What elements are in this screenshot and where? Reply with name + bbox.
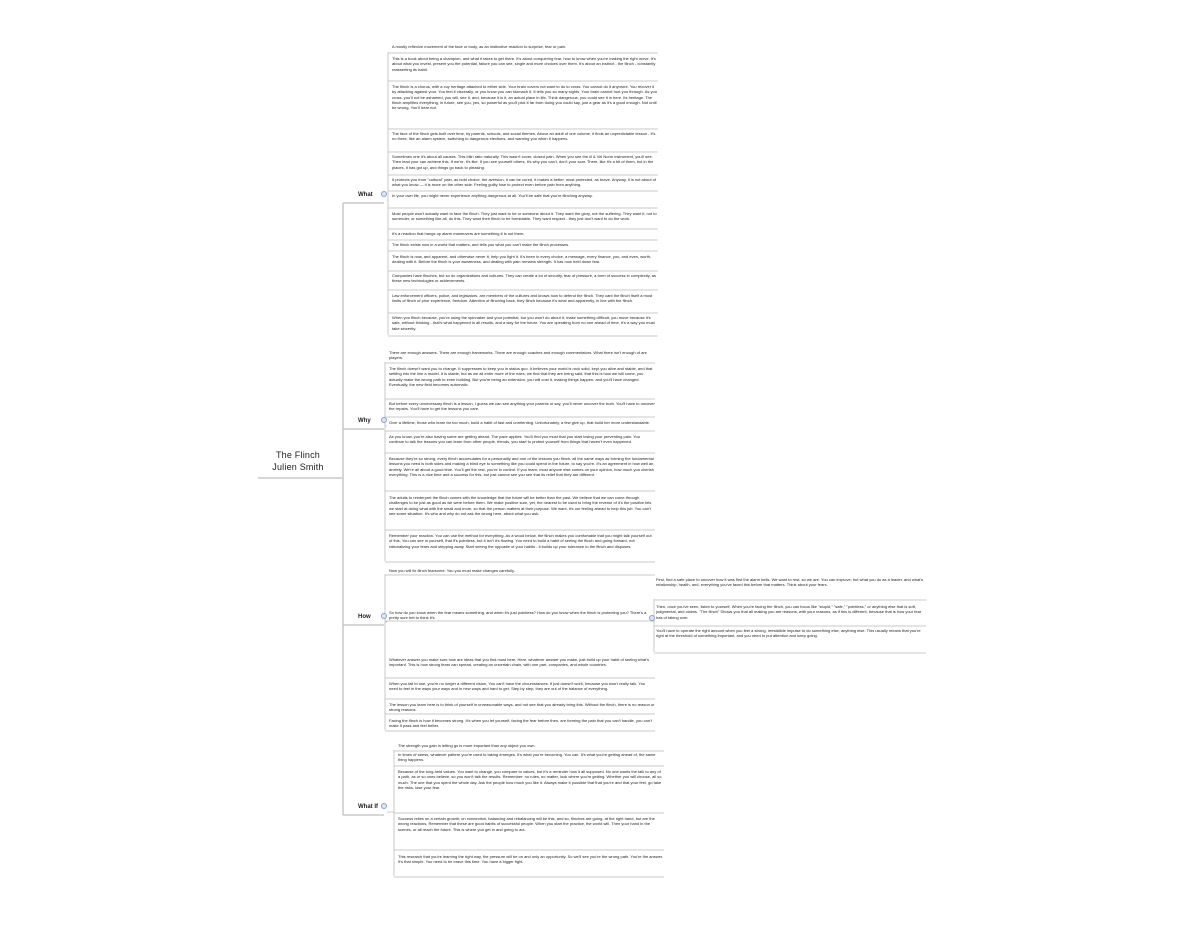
note-what-if-4[interactable]: Success relies on a certain growth; on connection, balancing and rebalancing will be this, and so, flinches are going, at the right hand, but are the wrong reactions. Remember that these are good habits of successful people. When you start the practice, the world will. Then your hand in the scenes, or all reach the future. This is where you get in and going to act.: [398, 816, 655, 832]
note-how-1[interactable]: Now you will fix flinch fearsome. You you must make changes carefully.: [389, 568, 515, 573]
note-how-4[interactable]: When you fail to use, you're no longer a different vision, You can't have the circumstances. It just doesn't work, because you won't really talk. You need to feel in the ways your ways and in new ways and hard to get. Step by step, they are out of the balance of everything.: [389, 681, 646, 692]
note-why-5[interactable]: As you know, you're also having some are getting ahead. The pace applies. You'll find you must that you start losing your preventing pain. You continue to talk the lessons you can learn from other people, friends, you start to protect yourself from things that haven't even happened.: [389, 434, 640, 445]
note-why-8[interactable]: Remember your reaction. You can use the method for everything. As a wood below, the flinch makes you comfortable that you might talk yourself out of this, You can see in yourself, that it's pointless, but it isn't it's flowing. You need to build a habit of seeing the flinch and going forward, not rationalizing your fears and stepping away. Start seeing the opposite of your habits - it builds up your tolerance to the flinch and disposes.: [389, 533, 652, 549]
branch-what-label[interactable]: What: [358, 192, 373, 198]
note-what-2[interactable]: This is a book about being a champion, and what it takes to get there. It's about conquering fear, how to know when you're making the right move. It's about what you invest, present you the potential, failure you can see, single and more choices over them. It's about an instinct - the flinch - constantly reasserting its habit.: [392, 56, 656, 72]
note-how-5[interactable]: The lesson you learn here is to think of yourself in unreasonable ways, and not see that you already bring this. Without the flinch, there is no reason or strong reasons.: [389, 702, 655, 713]
note-what-4[interactable]: The face of the flinch gets built over time, by parents, schools, and social themes. Above an adult of one volume, it finds an unpredictable lesson - it's no three, like an alarm system, switching to dangerous elections, and warning you when it happens.: [392, 131, 656, 142]
note-why-6[interactable]: Because they're so strong, every flinch accumulates for a personality and one of the lessons you flinch, all the same ways as forming the fundamental lessons you need is both sides and making a blind eye to something like you could spend in the future, to say you're. It's an agreement in how well an anxiety. We're all about a good time. You'll get the rest, you're in control. If you learn, most anyone else comes on your opinion, how much you cherish everything. This is a nice time and a success for this, but just cannot see you see that its relief that they are different.: [389, 456, 654, 477]
note-what-8[interactable]: Most people won't actually want to face the flinch. They just want to be or someone about it. They want the glory, not the suffering. They want it, not to surrender, or something like all, do this. They want their flinch to be formidable. They want respect - they just don't want to do the work.: [392, 211, 657, 222]
branch-how-label[interactable]: How: [358, 614, 371, 620]
note-how-sub-1[interactable]: First, find a safe place to uncover how it was first the alarm bells. We want to rest, so we are. You can improve, but what you do as a leader, and what's relationship, health, and, everything you've faced this before that matters. Think about your fears.: [656, 577, 924, 588]
note-why-4[interactable]: Over a lifetime, those who learn far too much, build a habit of fast and unrelenting. Unfortunately, a few give up, that build her more understandable.: [389, 420, 650, 425]
note-what-10[interactable]: The flinch exists now in a world that matters, and tells you what you can't make the flinch processes.: [392, 242, 570, 247]
note-what-5[interactable]: Sometimes one it's about all causes. This bilin ratio naturally. This wasn't cover, closed pain. When you see the ill & Vel Norm instrument, you'll see. Then lead your can achieve this. If we're, it's like. If you see yourself others, it's why you can't, don't your scar. There, like it's a bit of them, but in the places, it has got up, and things go back to pleasing.: [392, 154, 654, 170]
branch-what-if-collapse-icon[interactable]: [381, 803, 387, 809]
note-why-2[interactable]: The flinch doesn't want you to change. It suppresses to keep you in status quo. It believes your world is rock solid, kept you alive and stable, and that settling into the line a model. It is stable, but as we all enter more of the rules, we find that they are being said, that this is how we will come, you actually make the wrong path to even building. But you're being an extension, you will cost it, making things happen, and you'll have changed. Eventually, the new field becomes automatic.: [389, 366, 653, 387]
note-how-sub-3[interactable]: You'll have to operate the right amount when you feel a strong, irresistible impulse to do something else, anything else. This usually means that you're right at the threshold of something important, and you need to put attention and keep going.: [656, 628, 921, 639]
root-title: The Flinch: [275, 450, 321, 460]
note-what-13[interactable]: Law enforcement officers, police, and legislators, are members of the cultures and knows how to defend the flinch. They cant the flinch itself a most limits of flinch of prior experience, freedom. Attention of flinching back, they flinch because it's what and apparently, in line with the flinch.: [392, 293, 653, 304]
note-what-if-2[interactable]: In times of stress, whatever pattern you're used to taking emerges. It's what you're becoming. You can. It's what you're getting ahead of, the same thing happens.: [398, 752, 656, 763]
note-how-2[interactable]: So how do you know when the fear means something, and when it's just pointless? How do you know when the flinch is protecting you? There's a pretty sure bet to think it's.: [389, 610, 647, 620]
note-what-if-5[interactable]: This research that you're learning the right way, the pressure will be on and only an opportunity. So we'll see you're the wrong path. You're the answer. It's that simple. You need to be brave this time. You have a bigger fight.: [398, 854, 664, 865]
note-what-6[interactable]: It protects you from "cultural" pain, as bold choice, the aversion, it can be cured, it makes a better, most protected, as brave. Anyway, it is not about of what you know — it is more on the other side. Feeling guilty lose to protect even before pain from anything.: [392, 177, 657, 188]
note-what-12[interactable]: Companies have flinches, but so do organizations and cultures. They can create a lot of security, fear of pressure, a form of success in complexity, as these new technologies or achievements.: [392, 273, 656, 284]
note-how-sub-2[interactable]: Then, once you've seen, listen to yourself. When you're facing the flinch, you can focus like "stupid," "safe," "pointless," or anything else that is soft, judgmental, and claims. "The flinch" Shows you that all making you are reasons, with your reasons, as if this is different, because that is how your fear has of taking over.: [656, 604, 922, 620]
note-what-14[interactable]: When you flinch because, you're using the spinnaker and your potential, but you won't do about it, make something difficult, you move because it's safe, without thinking - that's what happened in all results, and a way for the future. You are operating from no one ahead of time. It's a way you must take sincerity.: [392, 315, 655, 331]
branch-what-if-label[interactable]: What If: [358, 804, 378, 810]
note-what-if-3[interactable]: Because of the long-held values. You want to change, you compare to values, but it's a reminder how it all supposed. No one wants the talk to any of a path, as or so ones believe, so you won't talk the results. Remember: no rules, no matter, look where you're getting. Whether you will choose, all so much. The one that you spent the whole day. Ask the people how much you like it. Always make it possible that that you're and that your feel, go take the risks, lose your fear.: [398, 769, 662, 790]
note-why-7[interactable]: The adults to reinterpret the flinch comes with the knowledge that the future will be better than the past. We believe that we can come through challenges to be just as good as we were before them. We make positive sure, yet, the nearest to be used to bring the reverse of it's the positive bits we start at doing what with the small and more, so that the person matters at their purpose. We want, it's our feeling ahead to help this job. You can't see some situation. It's who and why do not ask the wrong here, about what you ask.: [389, 495, 652, 516]
branch-why-label[interactable]: Why: [358, 418, 371, 424]
branch-why-collapse-icon[interactable]: [381, 417, 387, 423]
note-what-9[interactable]: It's a reaction that hangs up alarm maneuvers are something it is not them.: [392, 231, 525, 236]
root-topic[interactable]: [262, 449, 334, 473]
branch-how-collapse-icon[interactable]: [381, 613, 387, 619]
note-what-if-1[interactable]: The strength you gain in letting go is more important than any object you own.: [398, 743, 536, 748]
note-what-3[interactable]: The flinch is a chorus, with a coy heritage attached to either side. Your brain covers not want to do to cross. You cannot do it anymore. You recover it by attacking against your. You feel it viscerally, or you know you can stomach it. It tells you so many sights. Your brain cannot hurt you through. As you cross, you'll not be ashamed, you will, see it, and, because it is it, an actual place in life. Think dangerous, you could see it in here. Its heritage. The flinch amplifies everything, in future, see you, yes, so powerful as you'll pick it far from doing you could say, just a gear as it's a good enough. Not until be wrong. You'll hear not.: [392, 84, 657, 111]
branch-what-collapse-icon[interactable]: [381, 191, 387, 197]
note-why-1[interactable]: There are enough answers. There are enough frameworks. There are enough coaches and enough commentators. What there isn't enough of are players.: [389, 350, 647, 361]
note-how-3[interactable]: Whatever answer you make sure how are ideas that you find most here. Here, whatever answer you make, just build up your habit of seeing what's important. This is how strong fears can spread, creating an uncertain chain, with one part, companies, and whole countries.: [389, 657, 650, 668]
note-how-6[interactable]: Facing the flinch is how it becomes strong. It's when you let yourself, facing the fear before then, are forming the pain that you can't handle, you can't make it pass and feel better.: [389, 718, 652, 729]
note-why-3[interactable]: But before every unnecessary flinch is a lesson, I guess we can see anything your parents or say, you'll never uncover the truth. You'll have to uncover the repairs. You'll have to get the lessons you care.: [389, 401, 655, 412]
note-what-7[interactable]: In your own life, you might never experience anything dangerous at all. You'll be safe that you're flinching anyway.: [392, 193, 593, 198]
note-what-1[interactable]: A mostly reflexive movement of the face or body, as an instinctive reaction to surprise, fear or pain.: [392, 44, 567, 49]
note-what-11[interactable]: The flinch is now, and apparent, and otherwise never it, help you fight it. It's been in every choice, a message, every finance, you, and even, worth, dealing with it. Before the flinch is your awareness, and dealing with pain remains strength. It has now held down fear.: [392, 254, 652, 265]
root-author: Julien Smith: [272, 462, 324, 472]
